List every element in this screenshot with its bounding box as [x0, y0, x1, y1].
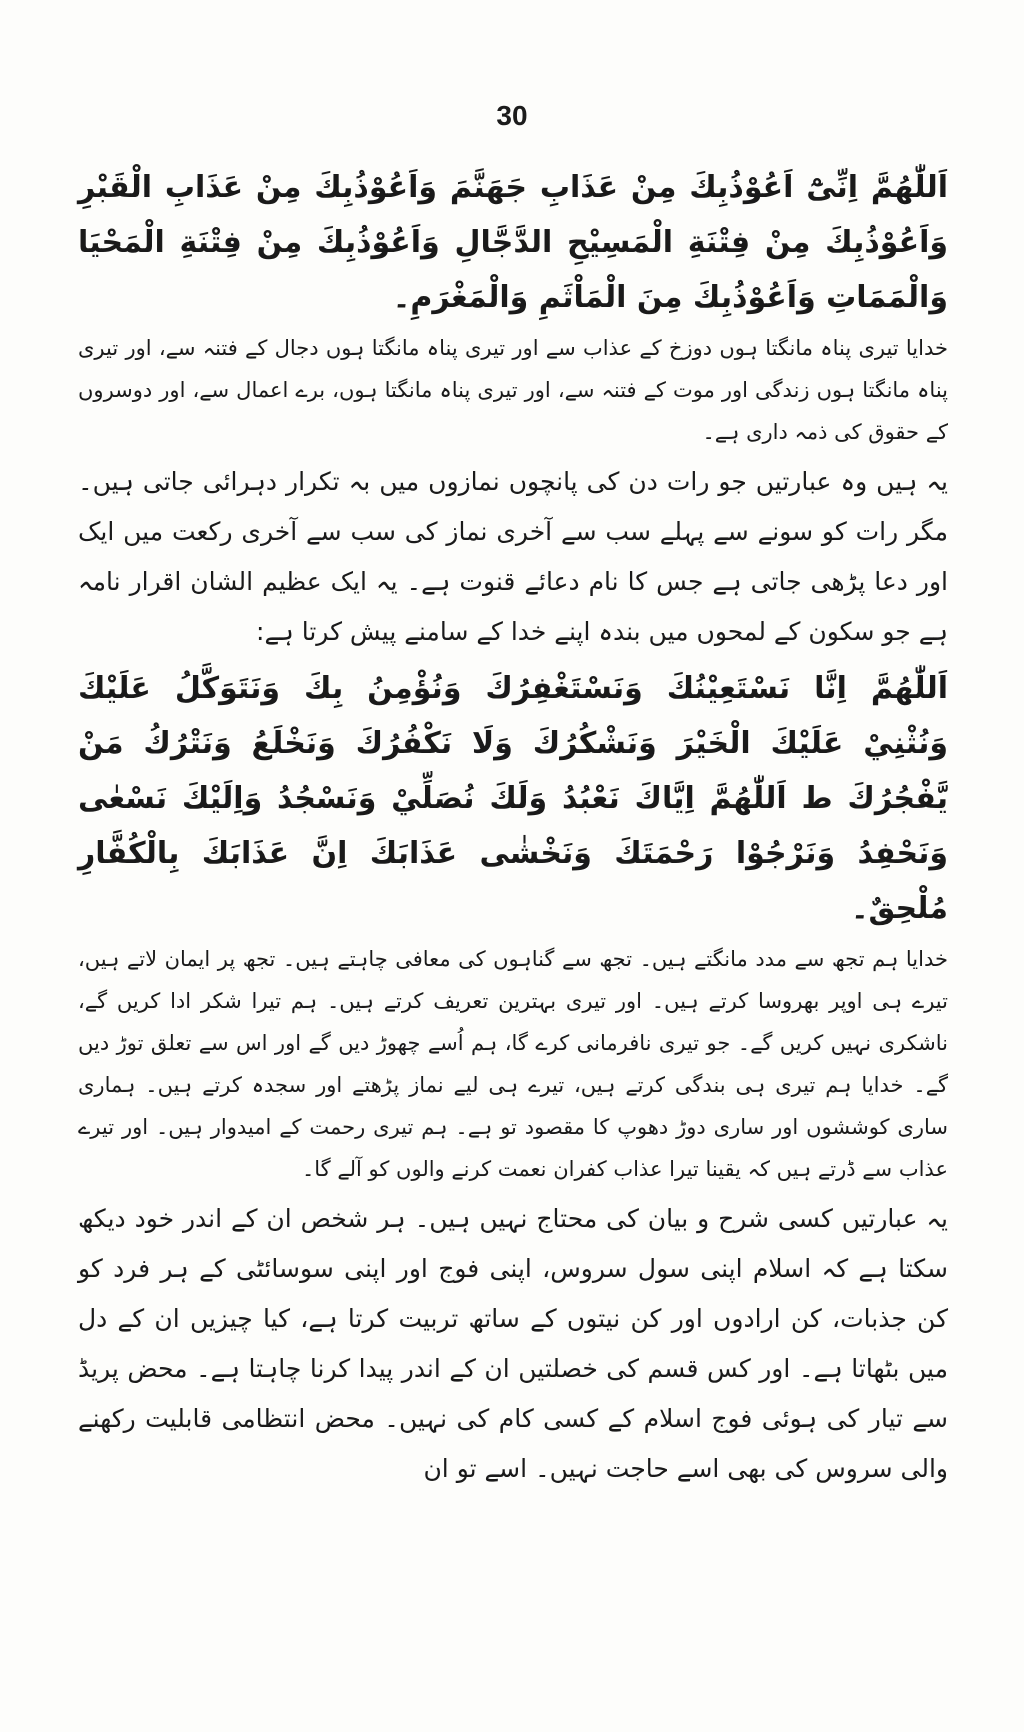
arabic-supplication-1: اَللّٰھُمَّ اِنِّیْٓ اَعُوْذُبِكَ مِنْ عَذَابِ جَھَنَّمَ وَاَعُوْذُبِكَ مِنْ عَذَابِ الْقَبْرِ وَاَعُوْذُبِكَ مِنْ فِتْنَةِ الْمَسِيْحِ الدَّجَّالِ وَاَعُوْذُبِكَ مِنْ فِتْنَةِ الْمَحْيَا وَالْمَمَاتِ وَاَعُوْذُبِكَ مِنَ الْمَاْثَمِ وَالْمَغْرَمِ۔: [78, 170, 948, 315]
urdu-translation-1: خدایا تیری پناہ مانگتا ہوں دوزخ کے عذاب سے اور تیری پناہ مانگتا ہوں دجال کے فتنہ سے، اور تیری پناہ مانگتا ہوں زندگی اور موت کے فتنہ سے، اور تیری پناہ مانگتا ہوں، برے اعمال سے، اور دوسروں کے حقوق کی ذمہ داری ہے۔: [78, 336, 948, 444]
urdu-paragraph-2: یہ عبارتیں کسی شرح و بیان کی محتاج نہیں ہیں۔ ہر شخص ان کے اندر خود دیکھ سکتا ہے کہ اسلام اپنی سول سروس، اپنی فوج اور اپنی سوسائٹی کے ہر فرد کو کن جذبات، کن ارادوں اور کن نیتوں کے ساتھ تربیت کرتا ہے، کیا چیزیں ان کے دل میں بٹھاتا ہے۔ اور کس قسم کی خصلتیں ان کے اندر پیدا کرنا چاہتا ہے۔ محض پریڈ سے تیار کی ہوئی فوج اسلام کے کسی کام کی نہیں۔ محض انتظامی قابلیت رکھنے والی سروس کی بھی اسے حاجت نہیں۔ اسے تو ان: [78, 1204, 948, 1483]
urdu-paragraph-1: یہ ہیں وہ عبارتیں جو رات دن کی پانچوں نمازوں میں بہ تکرار دہرائی جاتی ہیں۔ مگر رات کو سونے سے پہلے سب سے آخری نماز کی سب سے آخری رکعت میں ایک اور دعا پڑھی جاتی ہے جس کا نام دعائے قنوت ہے۔ یہ ایک عظیم الشان اقرار نامہ ہے جو سکون کے لمحوں میں بندہ اپنے خدا کے سامنے پیش کرتا ہے:: [78, 467, 948, 646]
page-content: [78, 160, 948, 1498]
urdu-translation-2: خدایا ہم تجھ سے مدد مانگتے ہیں۔ تجھ سے گناہوں کی معافی چاہتے ہیں۔ تجھ پر ایمان لاتے ہیں، تیرے ہی اوپر بھروسا کرتے ہیں۔ اور تیری بہترین تعریف کرتے ہیں۔ ہم تیرا شکر ادا کریں گے، ناشکری نہیں کریں گے۔ جو تیری نافرمانی کرے گا، ہم اُسے چھوڑ دیں گے اور اس سے تعلق توڑ دیں گے۔ خدایا ہم تیری ہی بندگی کرتے ہیں، تیرے ہی لیے نماز پڑھتے اور سجدہ کرتے ہیں۔ ہماری ساری کوششوں اور ساری دوڑ دھوپ کا مقصود تو ہے۔ ہم تیری رحمت کے امیدوار ہیں۔ اور تیرے عذاب سے ڈرتے ہیں کہ یقینا تیرا عذاب کفران نعمت کرنے والوں کو آلے گا۔: [78, 947, 948, 1181]
page-number: 30: [496, 100, 528, 131]
arabic-qunoot-prayer: اَللّٰھُمَّ اِنَّا نَسْتَعِيْنُكَ وَنَسْتَغْفِرُكَ وَنُؤْمِنُ بِكَ وَنَتَوَكَّلُ عَلَيْكَ وَنُثْنِيْ عَلَيْكَ الْخَيْرَ وَنَشْكُرُكَ وَلَا نَكْفُرُكَ وَنَخْلَعُ وَنَتْرُكُ مَنْ يَّفْجُرُكَ ط اَللّٰھُمَّ اِيَّاكَ نَعْبُدُ وَلَكَ نُصَلِّيْ وَنَسْجُدُ وَاِلَيْكَ نَسْعٰى وَنَحْفِدُ وَنَرْجُوْا رَحْمَتَكَ وَنَخْشٰى عَذَابَكَ اِنَّ عَذَابَكَ بِالْكُفَّارِ مُلْحِقٌ۔: [78, 671, 948, 926]
